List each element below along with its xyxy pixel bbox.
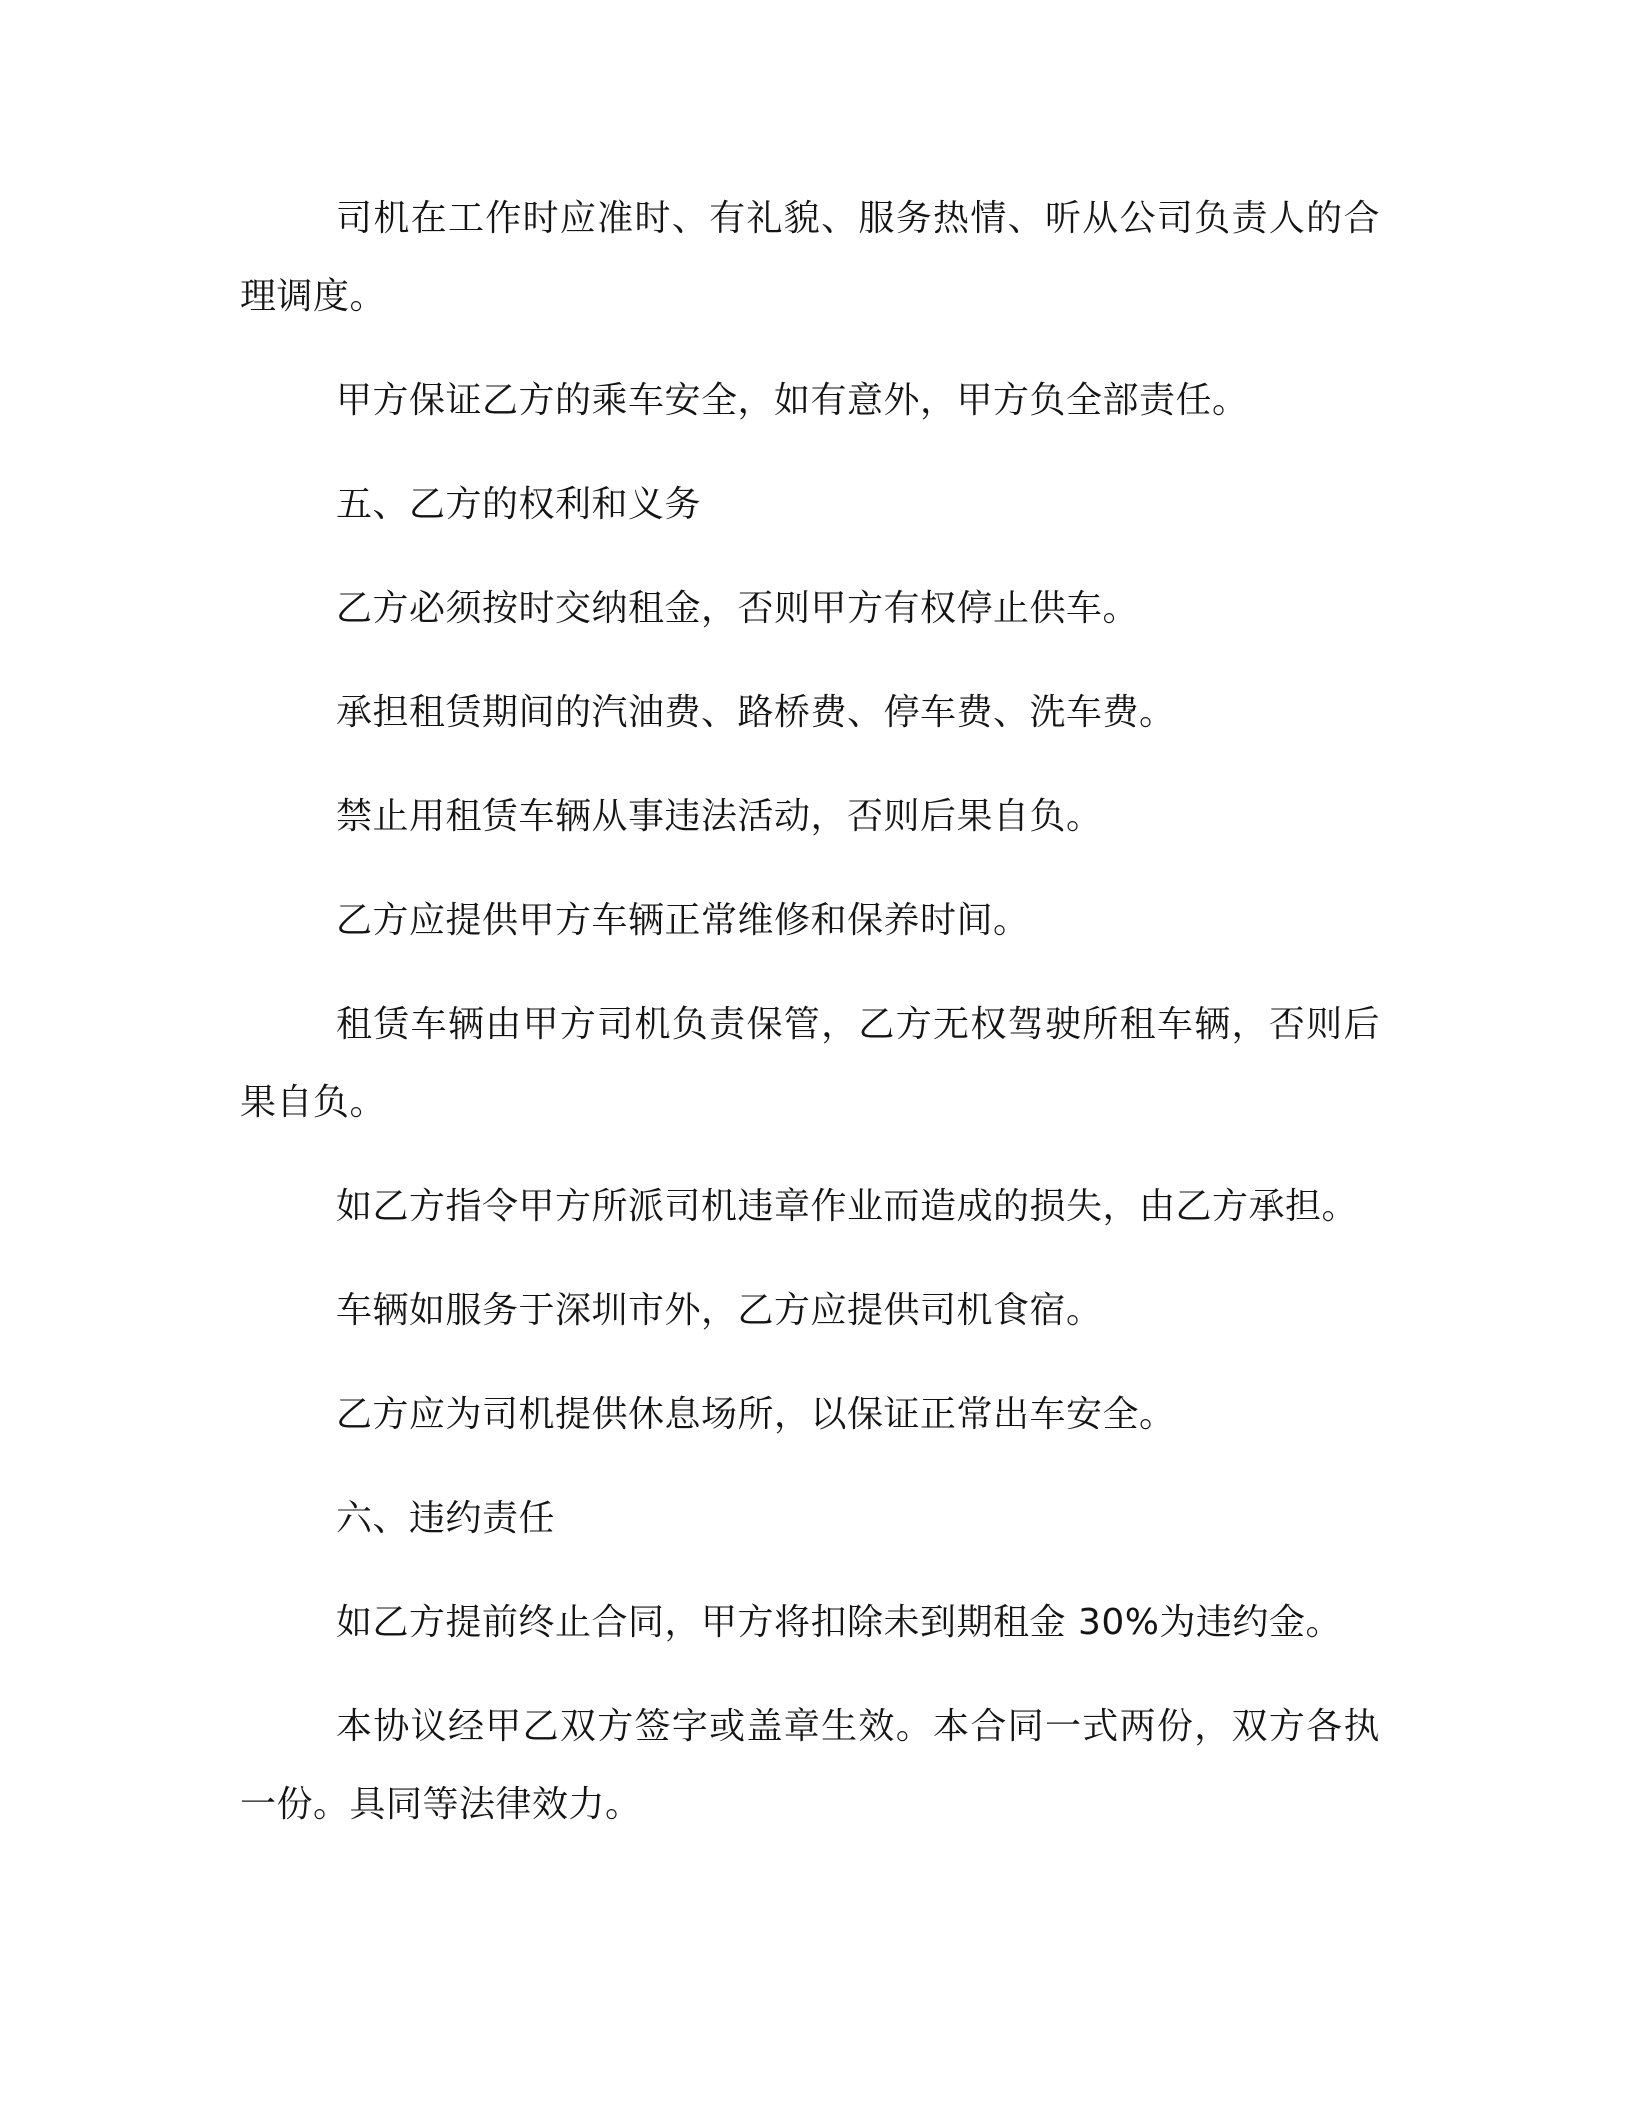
section-heading-breach: 六、违约责任 — [336, 1498, 556, 1539]
paragraph-rent-payment: 乙方必须按时交纳租金，否则甲方有权停止供车。 — [336, 588, 1140, 629]
document-body — [240, 180, 1380, 1870]
paragraph-driver-conduct: 司机在工作时应准时、有礼貌、服务热情、听从公司负责人的合理调度。 — [240, 198, 1380, 317]
paragraph-outside-city: 车辆如服务于深圳市外，乙方应提供司机食宿。 — [336, 1290, 1103, 1331]
paragraph-maintenance-time: 乙方应提供甲方车辆正常维修和保养时间。 — [336, 900, 1030, 941]
paragraph-vehicle-custody: 租赁车辆由甲方司机负责保管，乙方无权驾驶所租车辆，否则后果自负。 — [240, 1004, 1380, 1123]
paragraph-ride-safety: 甲方保证乙方的乘车安全，如有意外，甲方负全部责任。 — [336, 380, 1249, 421]
section-heading-party-b-rights: 五、乙方的权利和义务 — [336, 484, 702, 525]
paragraph-early-termination: 如乙方提前终止合同，甲方将扣除未到期租金 30%为违约金。 — [336, 1602, 1342, 1643]
paragraph-illegal-use: 禁止用租赁车辆从事违法活动，否则后果自负。 — [336, 796, 1103, 837]
paragraph-expenses: 承担租赁期间的汽油费、路桥费、停车费、洗车费。 — [336, 692, 1176, 733]
paragraph-effectiveness: 本协议经甲乙双方签字或盖章生效。本合同一式两份，双方各执一份。具同等法律效力。 — [240, 1706, 1380, 1825]
paragraph-rest-place: 乙方应为司机提供休息场所，以保证正常出车安全。 — [336, 1394, 1176, 1435]
paragraph-violation-loss: 如乙方指令甲方所派司机违章作业而造成的损失，由乙方承担。 — [336, 1186, 1359, 1227]
